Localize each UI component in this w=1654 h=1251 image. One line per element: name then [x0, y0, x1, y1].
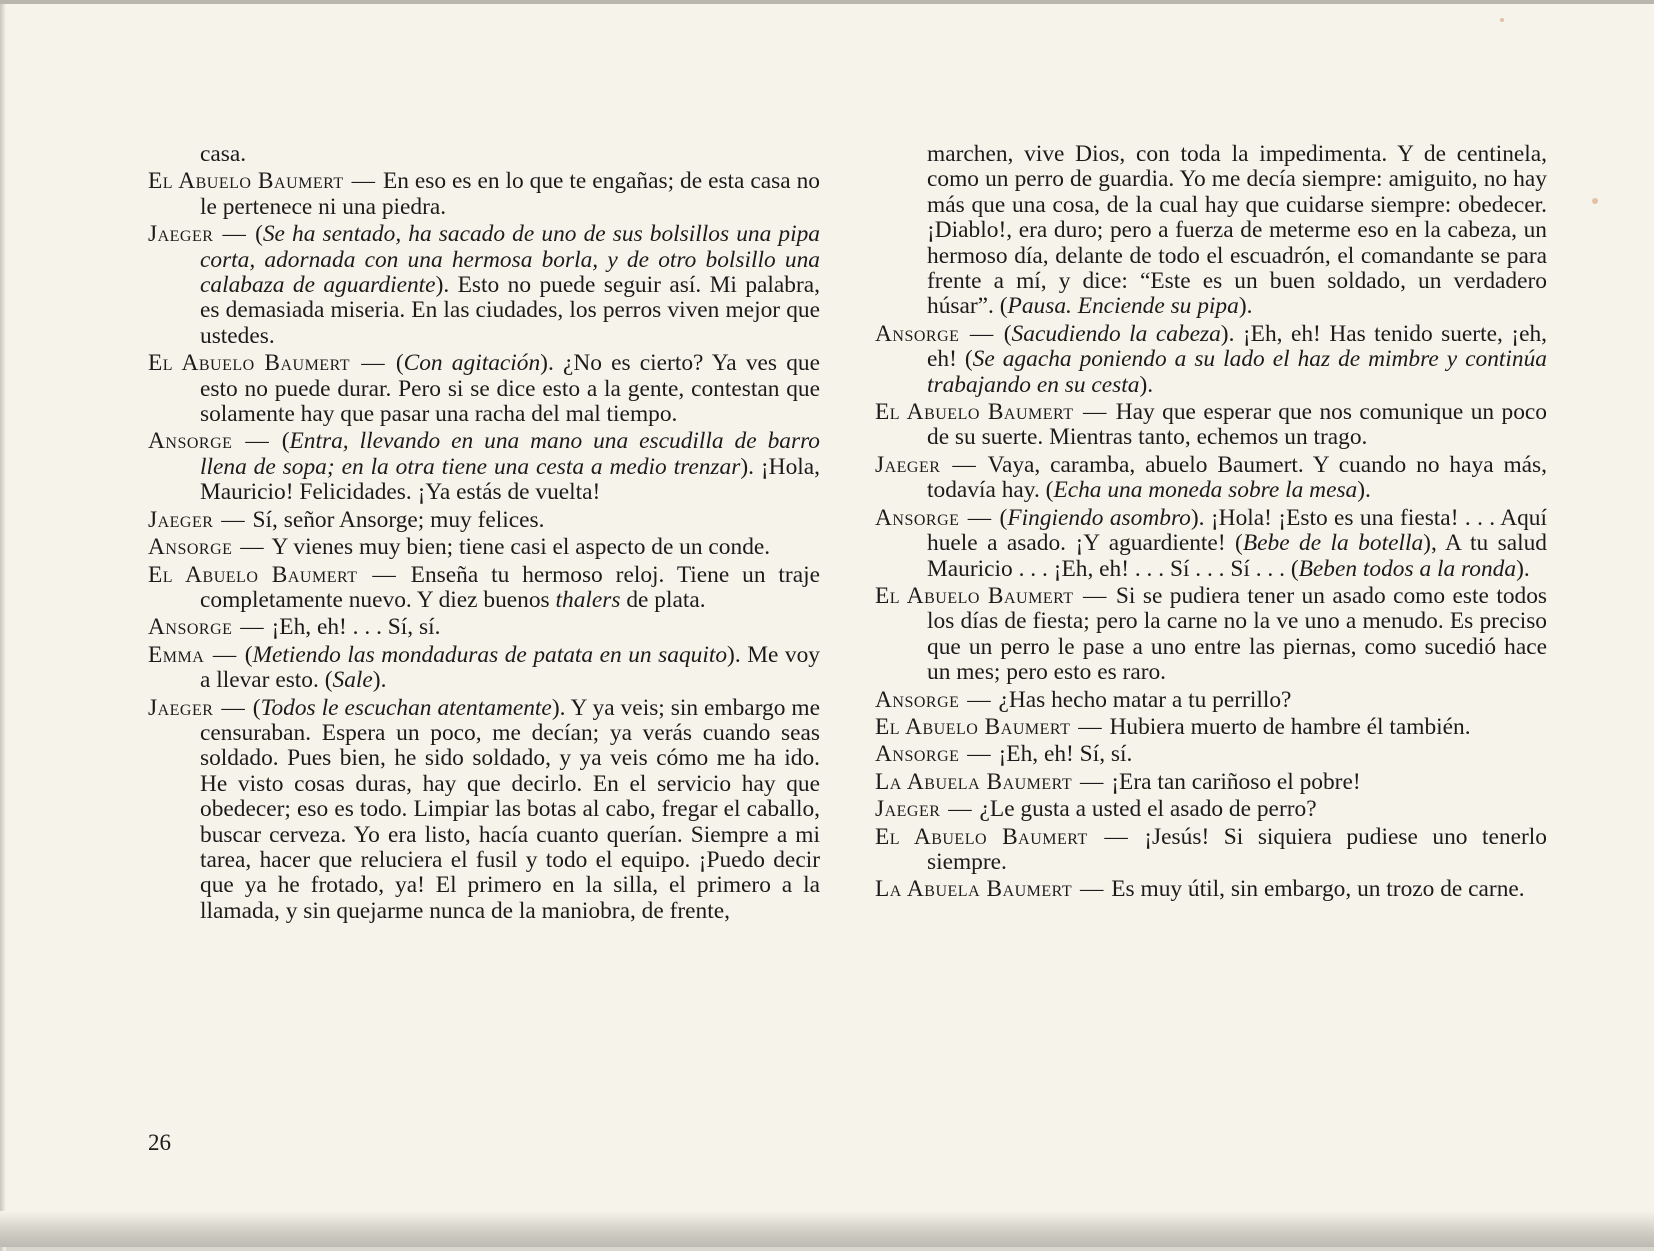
speaker-name: El Abuelo Baumert — [875, 823, 1088, 850]
dialogue-entry — [148, 535, 820, 560]
dialogue-entry — [875, 715, 1547, 740]
dialogue-text: de plata. — [620, 586, 706, 613]
dialogue-text: ( — [281, 428, 290, 455]
speaker-name: Ansorge — [148, 428, 233, 455]
dialogue-text: ¡Eh, eh! . . . Sí, sí. — [271, 614, 441, 641]
dialogue-entry — [148, 696, 820, 925]
dialogue-text: ( — [252, 694, 261, 721]
dialogue-entry — [875, 770, 1547, 795]
dialogue-text: marchen, vive Dios, con toda la impedimenta. Y de centinela, como un perro de guardia. Yo me decía siempre: amiguito, no hay más que una cosa, de la cual hay que cuidarse siempre: obedecer. ¡Diablo!, era duro; pero a fuerza de meterme eso en la cabeza, un hermoso día, delante de todo el escuadrón, el comandante se para frente a mí, y dice: “Este es un buen soldado, un verdadero húsar”. ( — [927, 141, 1547, 320]
dialogue-text: ¡Eh, eh! Sí, sí. — [998, 741, 1133, 768]
dialogue-entry — [875, 825, 1547, 876]
speaker-name: Jaeger — [148, 694, 214, 721]
speaker-name: Ansorge — [148, 614, 233, 641]
dialogue-entry — [148, 563, 820, 614]
dialogue-text: ( — [395, 350, 404, 377]
stage-direction: Fingiendo asombro — [1007, 504, 1191, 531]
dialogue-text: ). Esto no puede seguir así. Mi palabra, es demasiada miseria. En las ciudades, los perros viven mejor que ustedes. — [200, 272, 821, 349]
speaker-dash: — — [234, 428, 280, 455]
dialogue-text: ( — [255, 221, 263, 248]
speaker-name: Ansorge — [875, 741, 960, 768]
left-page-text — [148, 142, 820, 926]
speaker-dash: — — [215, 694, 251, 721]
page-edge-shadow — [0, 4, 6, 1251]
speaker-dash: — — [961, 686, 997, 713]
stage-direction: Se agacha poniendo a su lado el haz de mimbre y continúa trabajando en su cesta — [927, 346, 1547, 398]
continued-text — [875, 142, 1547, 320]
dialogue-text: ). ¿No es cierto? Ya ves que esto no puede durar. Pero si se dice esto a la gente, contestan que solamente hay que pasar una racha del mal tiempo. — [200, 350, 820, 428]
speaker-name: La Abuela Baumert — [875, 768, 1073, 795]
dialogue-entry — [875, 797, 1547, 822]
right-page-text — [875, 142, 1547, 905]
speaker-name: Ansorge — [875, 686, 960, 713]
dialogue-text: Es muy útil, sin embargo, un trozo de carne. — [1111, 876, 1525, 903]
speaker-dash: — — [942, 796, 978, 823]
dialogue-text: ). — [1516, 555, 1530, 582]
speaker-name: El Abuelo Baumert — [148, 168, 344, 195]
dialogue-text: ). Me voy a llevar esto. ( — [200, 641, 820, 694]
speaker-name: Emma — [148, 641, 205, 668]
speaker-dash: — — [1075, 399, 1114, 426]
dialogue-text: ). — [1238, 293, 1253, 320]
speaker-dash: — — [359, 561, 409, 588]
speaker-dash: — — [1072, 713, 1108, 740]
dialogue-text: Vaya, caramba, abuelo Baumert. Y cuando no haya más, todavía hay. ( — [927, 451, 1548, 504]
dialogue-entry — [875, 400, 1547, 451]
stage-direction: Pausa. Enciende su pipa — [1007, 293, 1239, 320]
stage-direction: Sacudiendo la cabeza — [1011, 320, 1221, 347]
stage-direction: Echa una moneda sobre la mesa — [1053, 477, 1358, 504]
speaker-name: El Abuelo Baumert — [148, 350, 351, 377]
dialogue-text: Si se pudiera tener un asado como este todos los días de fiesta; pero la carne no la ve uno a menudo. Es preciso que un perro le pase a uno entre las piernas, como sucedió hace un mes; pero esto es raro. — [927, 582, 1548, 686]
dialogue-text: ( — [999, 504, 1008, 531]
speaker-dash: — — [234, 614, 270, 641]
speaker-name: Jaeger — [875, 451, 941, 478]
dialogue-text: ¡Era tan cariñoso el pobre! — [1111, 768, 1361, 795]
speaker-dash: — — [352, 350, 394, 377]
dialogue-entry — [148, 222, 820, 349]
dialogue-text: ). Y ya veis; sin embargo me censuraban. Espera un poco, me decían; ya verás cuando seas soldado. Pues bien, he sido soldado, y ya veis cómo me ha ido. He visto cosas duras, hay que decirlo. En el servicio hay que obedecer; eso es todo. Limpiar las botas al cabo, fregar el caballo, buscar cerveza. Yo era listo, hacía cuanto querían. Siempre a mi tarea, hacer que reluciera el fusil y todo el equipo. ¡Puedo decir que ya he frotado, ya! El primero en la silla, el primero a la llamada, y sin quejarme nunca de la maniobra, de frente, — [200, 694, 821, 924]
dialogue-text: Enseña tu hermoso reloj. Tiene un traje completamente nuevo. Y diez buenos — [200, 561, 820, 613]
dialogue-text: ). — [1357, 477, 1371, 504]
speaker-name: La Abuela Baumert — [875, 876, 1073, 903]
speaker-name: Jaeger — [148, 506, 214, 533]
stage-direction: Todos le escuchan atentamente — [260, 694, 552, 721]
dialogue-entry — [148, 429, 820, 505]
stage-direction: Metiendo las mondaduras de patata en un saquito — [252, 641, 728, 668]
dialogue-text: ( — [1003, 320, 1012, 347]
dialogue-text: ). ¡Eh, eh! Has tenido suerte, ¡eh, eh! ( — [927, 320, 1547, 373]
speaker-dash: — — [206, 641, 243, 668]
speaker-dash: — — [215, 221, 254, 248]
dialogue-entry — [148, 615, 820, 640]
speaker-dash: — — [345, 168, 381, 195]
dialogue-text: ¡Jesús! Si siquiera pudiese uno tenerlo siempre. — [927, 823, 1547, 875]
speaker-dash: — — [961, 320, 1002, 347]
speaker-name: El Abuelo Baumert — [875, 399, 1074, 426]
page-bottom-shadow — [0, 1211, 1654, 1247]
dialogue-entry — [148, 351, 820, 427]
speaker-dash: — — [1075, 582, 1114, 609]
dialogue-entry — [875, 742, 1547, 767]
speaker-dash: — — [234, 534, 270, 561]
dialogue-text: ). — [372, 667, 387, 694]
speaker-name: Ansorge — [875, 504, 960, 531]
speaker-name: Jaeger — [875, 796, 941, 823]
paper-speck — [1592, 198, 1598, 204]
dialogue-text: Hay que esperar que nos comunique un poco de su suerte. Mientras tanto, echemos un trago. — [927, 399, 1547, 451]
dialogue-entry — [875, 584, 1547, 686]
dialogue-text: Sí, señor Ansorge; muy felices. — [252, 506, 545, 533]
stage-direction: Entra, llevando en una mano una escudilla de barro llena de sopa; en la otra tiene una cesta a medio trenzar — [200, 428, 820, 480]
dialogue-entry — [875, 506, 1547, 582]
stage-direction: thalers — [555, 586, 621, 613]
dialogue-entry — [148, 643, 820, 694]
speaker-dash: — — [961, 504, 998, 531]
speaker-name: Ansorge — [148, 534, 233, 561]
stage-direction: Con agitación — [403, 350, 541, 377]
stage-direction: Se ha sentado, ha sacado de uno de sus bolsillos una pipa corta, adornada con una hermosa borla, y de otro bolsillo una calabaza de aguardiente — [200, 221, 820, 299]
dialogue-text: Hubiera muerto de hambre él también. — [1109, 713, 1471, 740]
dialogue-entry — [875, 688, 1547, 713]
dialogue-entry — [148, 169, 820, 220]
dialogue-text: Y vienes muy bien; tiene casi el aspecto de un conde. — [271, 534, 771, 561]
speaker-dash: — — [215, 506, 251, 533]
dialogue-text: ). — [1139, 371, 1154, 398]
dialogue-text: ¿Le gusta a usted el asado de perro? — [979, 796, 1317, 823]
speaker-dash: — — [1089, 823, 1143, 850]
continued-text — [148, 142, 820, 167]
dialogue-entry — [875, 877, 1547, 902]
dialogue-text: ¿Has hecho matar a tu perrillo? — [998, 686, 1292, 713]
speaker-dash: — — [942, 451, 986, 478]
speaker-name: El Abuelo Baumert — [875, 582, 1074, 609]
speaker-name: Ansorge — [875, 320, 960, 347]
dialogue-entry — [875, 453, 1547, 504]
dialogue-text: En eso es en lo que te engañas; de esta casa no le pertenece ni una piedra. — [200, 168, 820, 220]
dialogue-entry — [148, 508, 820, 533]
dialogue-text: ( — [244, 641, 253, 668]
speaker-name: El Abuelo Baumert — [148, 561, 358, 588]
speaker-name: El Abuelo Baumert — [875, 713, 1071, 740]
speaker-dash: — — [961, 741, 997, 768]
dialogue-text: ). ¡Hola, Mauricio! Felicidades. ¡Ya estás de vuelta! — [200, 453, 821, 506]
speaker-dash: — — [1074, 876, 1110, 903]
page-number: 26 — [148, 1130, 171, 1155]
stage-direction: Sale — [332, 667, 373, 694]
dialogue-text: ). ¡Hola! ¡Esto es una fiesta! . . . Aquí huele a asado. ¡Y aguardiente! ( — [927, 504, 1547, 557]
dialogue-text: ), A tu salud Mauricio . . . ¡Eh, eh! . . . Sí . . . Sí . . . ( — [927, 530, 1547, 582]
paper-speck — [1500, 18, 1504, 22]
stage-direction: Beben todos a la ronda — [1298, 555, 1517, 582]
speaker-dash: — — [1074, 768, 1110, 795]
dialogue-text: casa. — [200, 141, 247, 167]
speaker-name: Jaeger — [148, 221, 214, 248]
stage-direction: Bebe de la botella — [1242, 530, 1424, 557]
dialogue-entry — [875, 322, 1547, 398]
